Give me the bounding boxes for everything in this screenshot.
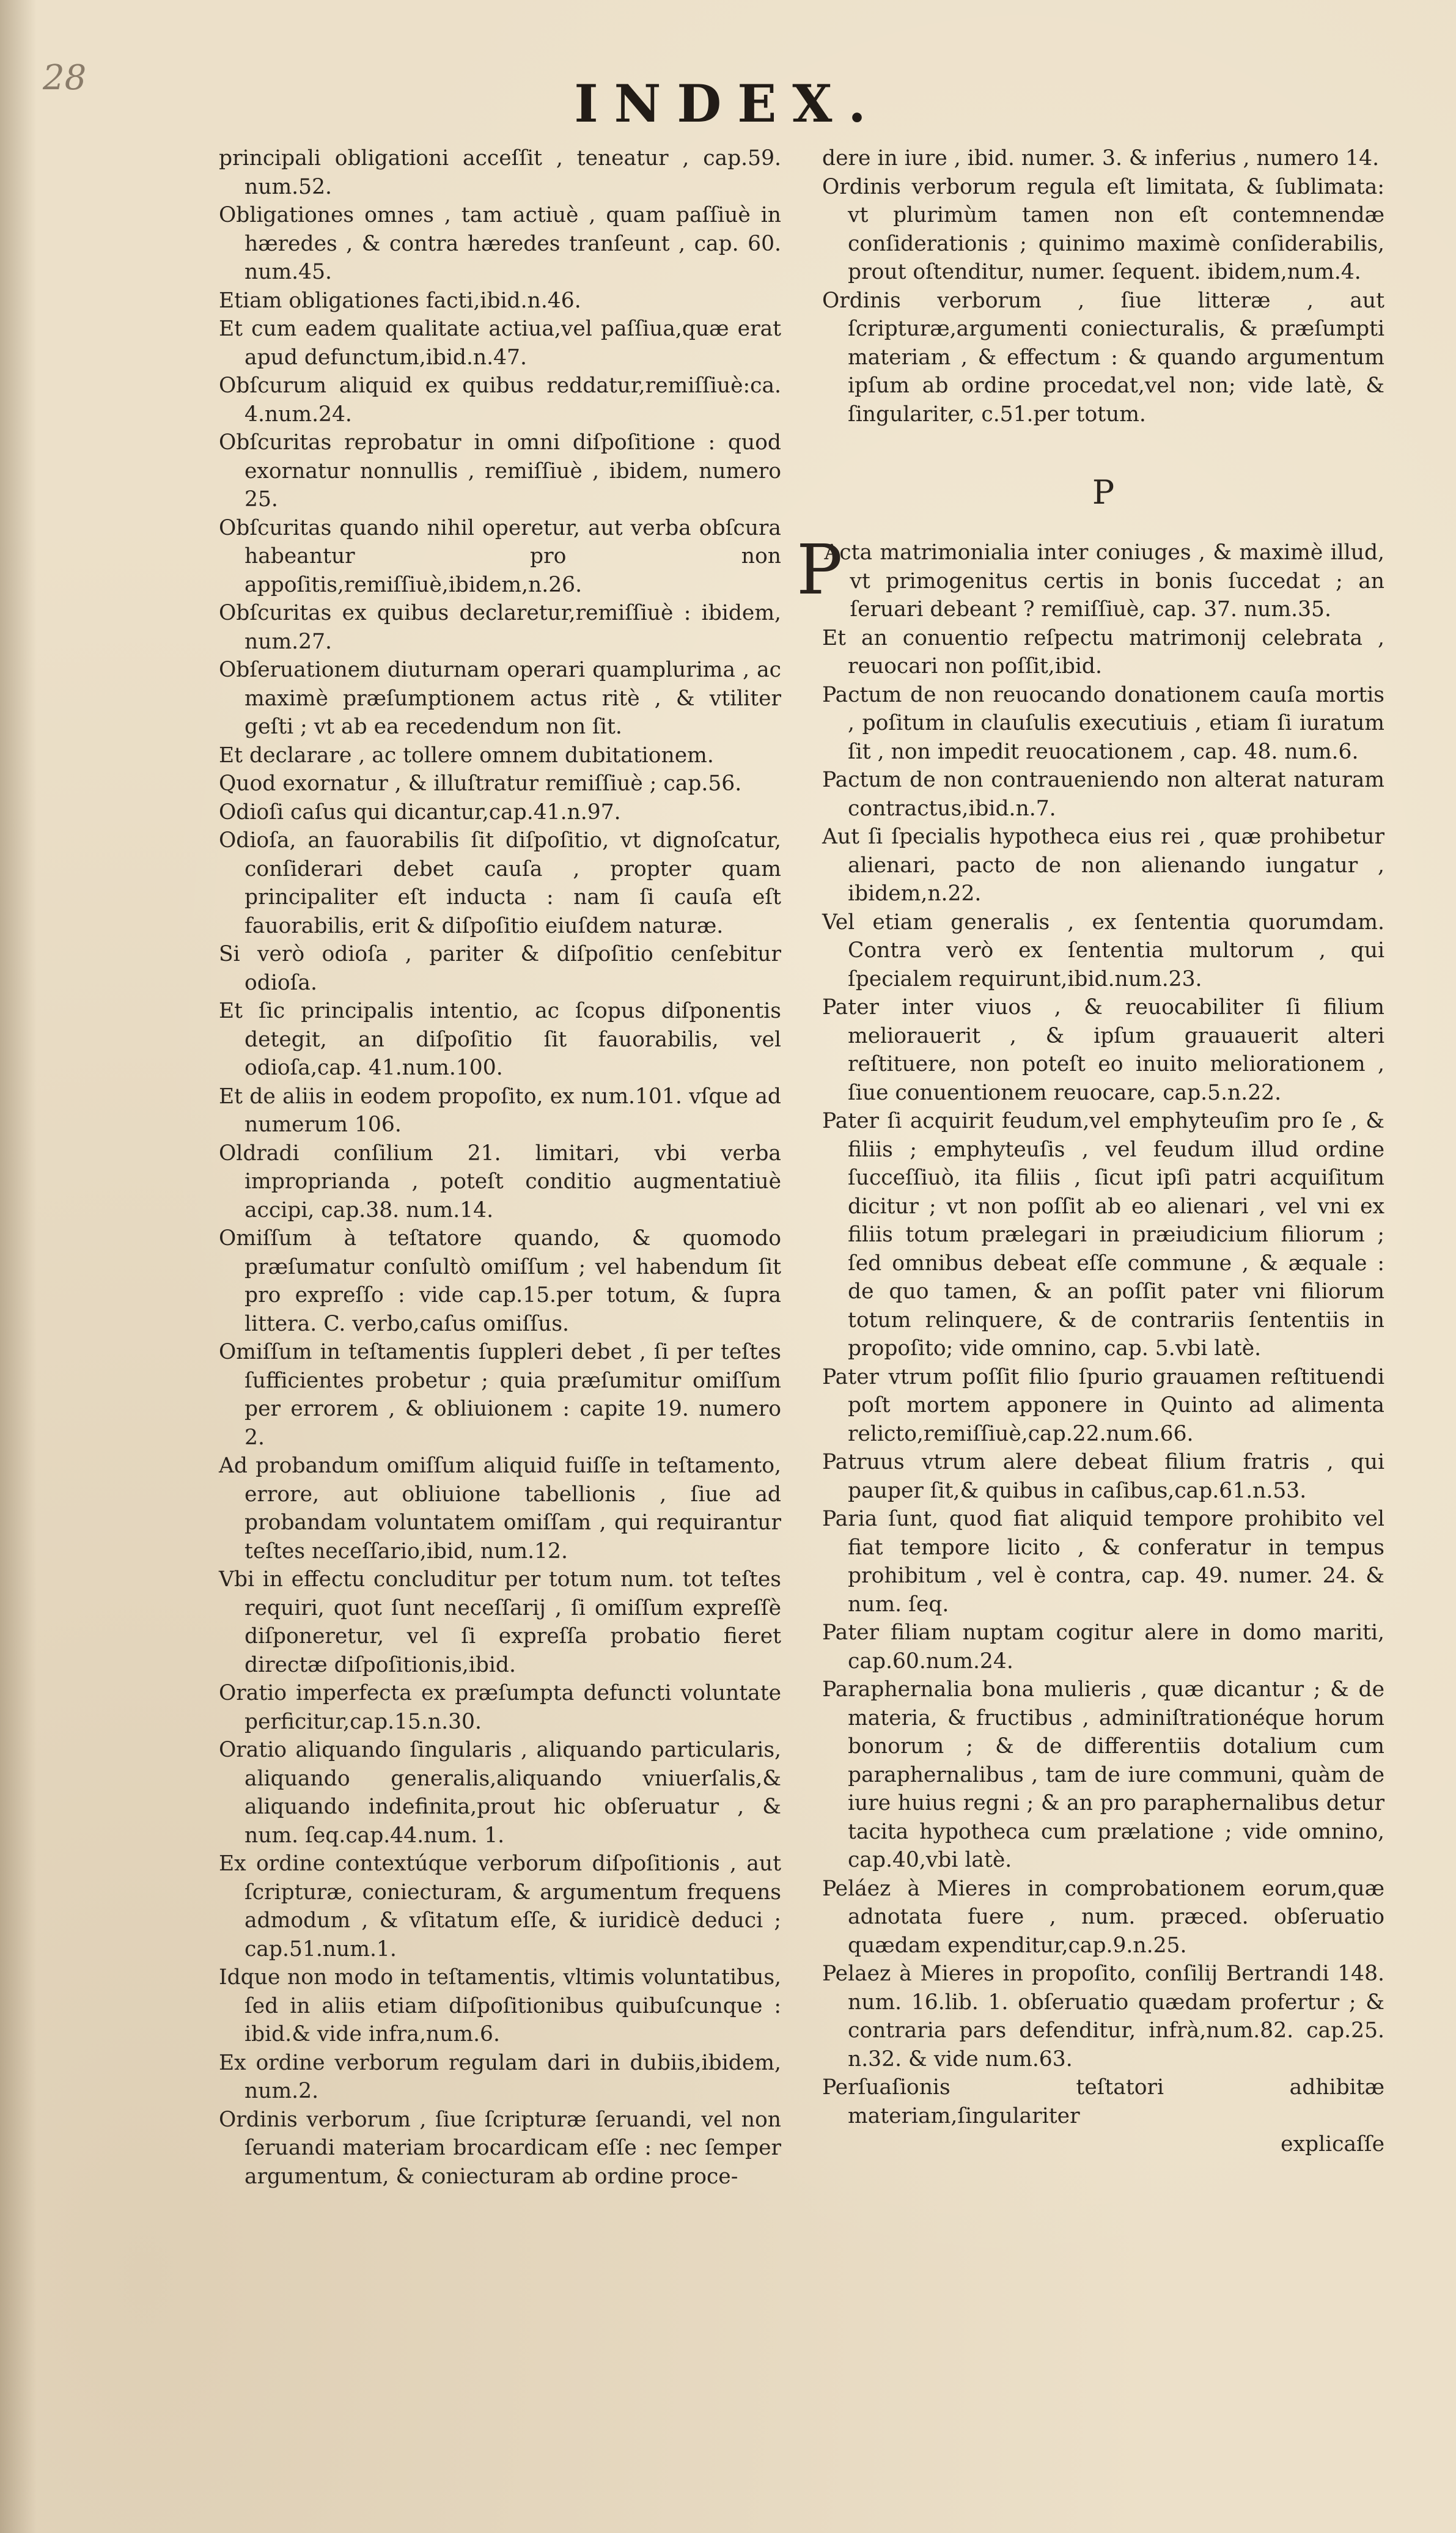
left-column	[219, 144, 781, 2191]
index-entry: Ordinis verborum , ſiue ſcripturæ ſeruandi, vel non ſeruandi materiam brocardicam eſſe : nec ſemper argumentum, & coniecturam ab ordine proce-	[219, 2107, 781, 2189]
index-entry: Pater vtrum poſſit filio ſpurio grauamen reſtituendi poſt mortem apponere in Quinto ad alimenta relicto,remiſſiuè,cap.22.num.66.	[822, 1364, 1384, 1446]
running-head: INDEX.	[574, 73, 882, 134]
page-number: 28	[43, 58, 87, 98]
index-entry: Odioſa, an fauorabilis ſit diſpoſitio, vt dignoſcatur, conſiderari debet cauſa , propter quam principaliter eſt inducta : nam ſi cauſa eſt fauorabilis, erit & diſpoſitio eiuſdem naturæ.	[219, 828, 781, 938]
index-entry: Ex ordine contextúque verborum diſpoſitionis , aut ſcripturæ, coniecturam, & argumentum frequens admodum , & vſitatum eſſe, & iuridicè deduci ; cap.51.num.1.	[219, 1851, 781, 1961]
index-entry: Et declarare , ac tollere omnem dubitationem.	[219, 743, 714, 768]
index-entry: Patruus vtrum alere debeat filium fratris , qui pauper ſit,& quibus in caſibus,cap.61.n.53.	[822, 1450, 1384, 1503]
index-entry: Quod exornatur , & illuſtratur remiſſiuè ; cap.56.	[219, 771, 742, 796]
index-entry: Oratio aliquando ſingularis , aliquando particularis, aliquando generalis,aliquando vniuerſalis,& aliquando indefinita,prout hic obſeruatur , & num. ſeq.cap.44.num. 1.	[219, 1738, 781, 1848]
index-entry: Omiſſum in teſtamentis ſuppleri debet , ſi per teſtes ſufficientes probetur ; quia præſumitur omiſſum per errorem , & obliuionem : capite 19. numero 2.	[219, 1340, 781, 1450]
index-entry: Et cum eadem qualitate actiua,vel paſſiua,quæ erat apud defunctum,ibid.n.47.	[219, 317, 781, 370]
index-entry: Obſcuritas quando nihil operetur, aut verba obſcura habeantur pro non appoſitis,remiſſiuè,ibidem,n.26.	[219, 515, 781, 597]
index-entry: Vbi in effectu concluditur per totum num. tot teſtes requiri, quot ſunt neceſſarij , ſi omiſſum expreſſè diſponeretur, vel ſi expreſſa probatio fieret directæ diſpoſitionis,ibid.	[219, 1567, 781, 1677]
index-entry: Et de aliis in eodem propoſito, ex num.101. vſque ad numerum 106.	[219, 1084, 781, 1137]
index-entry: Perſuaſionis teſtatori adhibitæ materiam,ſingulariter	[822, 2075, 1384, 2128]
index-entry: Obſcurum aliquid ex quibus reddatur,remiſſiuè:ca. 4.num.24.	[219, 373, 781, 427]
index-entry: Et ſic principalis intentio, ac ſcopus diſponentis detegit, an diſpoſitio ſit fauorabilis, vel odioſa,cap. 41.num.100.	[219, 999, 781, 1080]
index-entry: Omiſſum à teſtatore quando, & quomodo præſumatur conſultò omiſſum ; vel habendum ſit pro expreſſo : vide cap.15.per totum, & ſupra littera. C. verbo,caſus omiſſus.	[219, 1226, 781, 1336]
right-column	[796, 144, 1384, 2159]
index-entry: Paria ſunt, quod fiat aliquid tempore prohibito vel fiat tempore licito , & conferatur in tempus prohibitum , vel è contra, cap. 49. numer. 24. & num. ſeq.	[822, 1507, 1384, 1617]
index-entry: Vel etiam generalis , ex ſententia quorumdam. Contra verò ex ſententia multorum , qui ſpecialem requirunt,ibid.num.23.	[822, 910, 1384, 991]
index-entry: Ordinis verborum , ſiue litteræ , aut ſcripturæ,argumenti coniecturalis, & præſumpti materiam , & effectum : & quando argumentum ipſum ab ordine procedat,vel non; vide latè, & ſingulariter, c.51.per totum.	[822, 288, 1384, 427]
index-entry: Aut ſi ſpecialis hypotheca eius rei , quæ prohibetur alienari, pacto de non alienando iungatur , ibidem,n.22.	[822, 825, 1384, 906]
index-entry: Si verò odioſa , pariter & diſpoſitio cenſebitur odioſa.	[219, 942, 781, 995]
index-entry: Obligationes omnes , tam actiuè , quam paſſiuè in hæredes , & contra hæredes tranſeunt , cap. 60. num.45.	[219, 203, 781, 284]
index-entry: Peláez à Mieres in comprobationem eorum,quæ adnotata fuere , num. præced. obſeruatio quædam expenditur,cap.9.n.25.	[822, 1876, 1384, 1958]
index-entry: Oratio imperfecta ex præſumpta defuncti voluntate perficitur,cap.15.n.30.	[219, 1681, 781, 1734]
binding-shadow	[0, 0, 37, 2533]
index-entry: Pater inter viuos , & reuocabiliter ſi filium meliorauerit , & ipſum grauauerit alteri reſtituere, non poteſt eo inuito meliorationem , ſiue conuentionem reuocare, cap.5.n.22.	[822, 995, 1384, 1105]
index-entry: Ordinis verborum regula eſt limitata, & ſublimata: vt plurimùm tamen non eſt contemnendæ conſiderationis ; quinimo maximè conſiderabilis, prout oſtenditur, numer. ſequent. ibidem,num.4.	[822, 174, 1384, 284]
index-entry: Pactum de non reuocando donationem cauſa mortis , poſitum in clauſulis executiuis , etiam ſi iuratum ſit , non impedit reuocationem , cap. 48. num.6.	[822, 682, 1384, 764]
index-entry: Oldradi conſilium 21. limitari, vbi verba improprianda , poteſt conditio augmentatiuè accipi, cap.38. num.14.	[219, 1141, 781, 1222]
index-entry: Idque non modo in teſtamentis, vltimis voluntatibus, ſed in aliis etiam diſpoſitionibus quibuſcunque : ibid.& vide infra,num.6.	[219, 1965, 781, 2046]
index-entry: Pater ſi acquirit feudum,vel emphyteuſim pro ſe , & filiis ; emphyteuſis , vel feudum illud ordine ſucceſſiuò, ita filiis , ſicut ipſi patri acquiſitum dicitur ; vt non poſſit ab eo alienari , vel vni ex filiis totum prælegari in præiudicium filiorum ; ſed omnibus debeat eſſe commune , & æquale : de quo tamen, & an poſſit pater vni filiorum totum relinquere, & de contrariis ſententiis in propoſito; vide omnino, cap. 5.vbi latè.	[822, 1109, 1384, 1361]
index-entry: PActa matrimonialia inter coniuges , & maximè illud, vt primogenitus certis in bonis ſuccedat ; an ſeruari debeant ? remiſſiuè, cap. 37. num.35.	[796, 531, 1384, 622]
letter-section-heading: P	[1092, 473, 1115, 512]
index-entry: Pactum de non contraueniendo non alterat naturam contractus,ibid.n.7.	[822, 768, 1384, 821]
index-entry: Obſcuritas ex quibus declaretur,remiſſiuè : ibidem, num.27.	[219, 601, 781, 654]
index-entry: Paraphernalia bona mulieris , quæ dicantur ; & de materia, & fructibus , adminiſtrationéque horum bonorum ; & de differentiis dotalium cum paraphernalibus , tam de iure communi, quàm de iure huius regni ; & an pro paraphernalibus detur tacita hypotheca cum prælatione ; vide omnino, cap.40,vbi latè.	[822, 1677, 1384, 1872]
index-entry: Et an conuentio reſpectu matrimonij celebrata , reuocari non poſſit,ibid.	[822, 625, 1384, 678]
index-entry: Obſcuritas reprobatur in omni diſpoſitione : quod exornatur nonnullis , remiſſiuè , ibidem, numero 25.	[219, 430, 781, 512]
index-entry: Ex ordine verborum regulam dari in dubiis,ibidem, num.2.	[219, 2050, 781, 2103]
index-entry: Etiam obligationes facti,ibid.n.46.	[219, 288, 581, 313]
catchword: explicaſſe	[1281, 2132, 1384, 2156]
index-entry: Ad probandum omiſſum aliquid fuiſſe in teſtamento, errore, aut obliuione tabellionis , ſiue ad probandam voluntatem omiſſam , qui requirantur teſtes neceſſario,ibid, num.12.	[219, 1454, 781, 1564]
index-entry: Obſeruationem diuturnam operari quamplurima , ac maximè præſumptionem actus ritè , & vtiliter geſti ; vt ab ea recedendum non ſit.	[219, 658, 781, 739]
index-entry: Pater filiam nuptam cogitur alere in domo mariti, cap.60.num.24.	[822, 1620, 1384, 1674]
index-entry: Odioſi caſus qui dicantur,cap.41.n.97.	[219, 800, 621, 825]
index-entry: principali obligationi acceſſit , teneatur , cap.59. num.52.	[219, 146, 781, 199]
index-entry: dere in iure , ibid. numer. 3. & inferius , numero 14.	[822, 146, 1380, 171]
index-entry: Pelaez à Mieres in propoſito, conſilij Bertrandi 148. num. 16.lib. 1. obſeruatio quædam profertur ; & contraria pars defenditur, infrà,num.82. cap.25. n.32. & vide num.63.	[822, 1961, 1384, 2072]
